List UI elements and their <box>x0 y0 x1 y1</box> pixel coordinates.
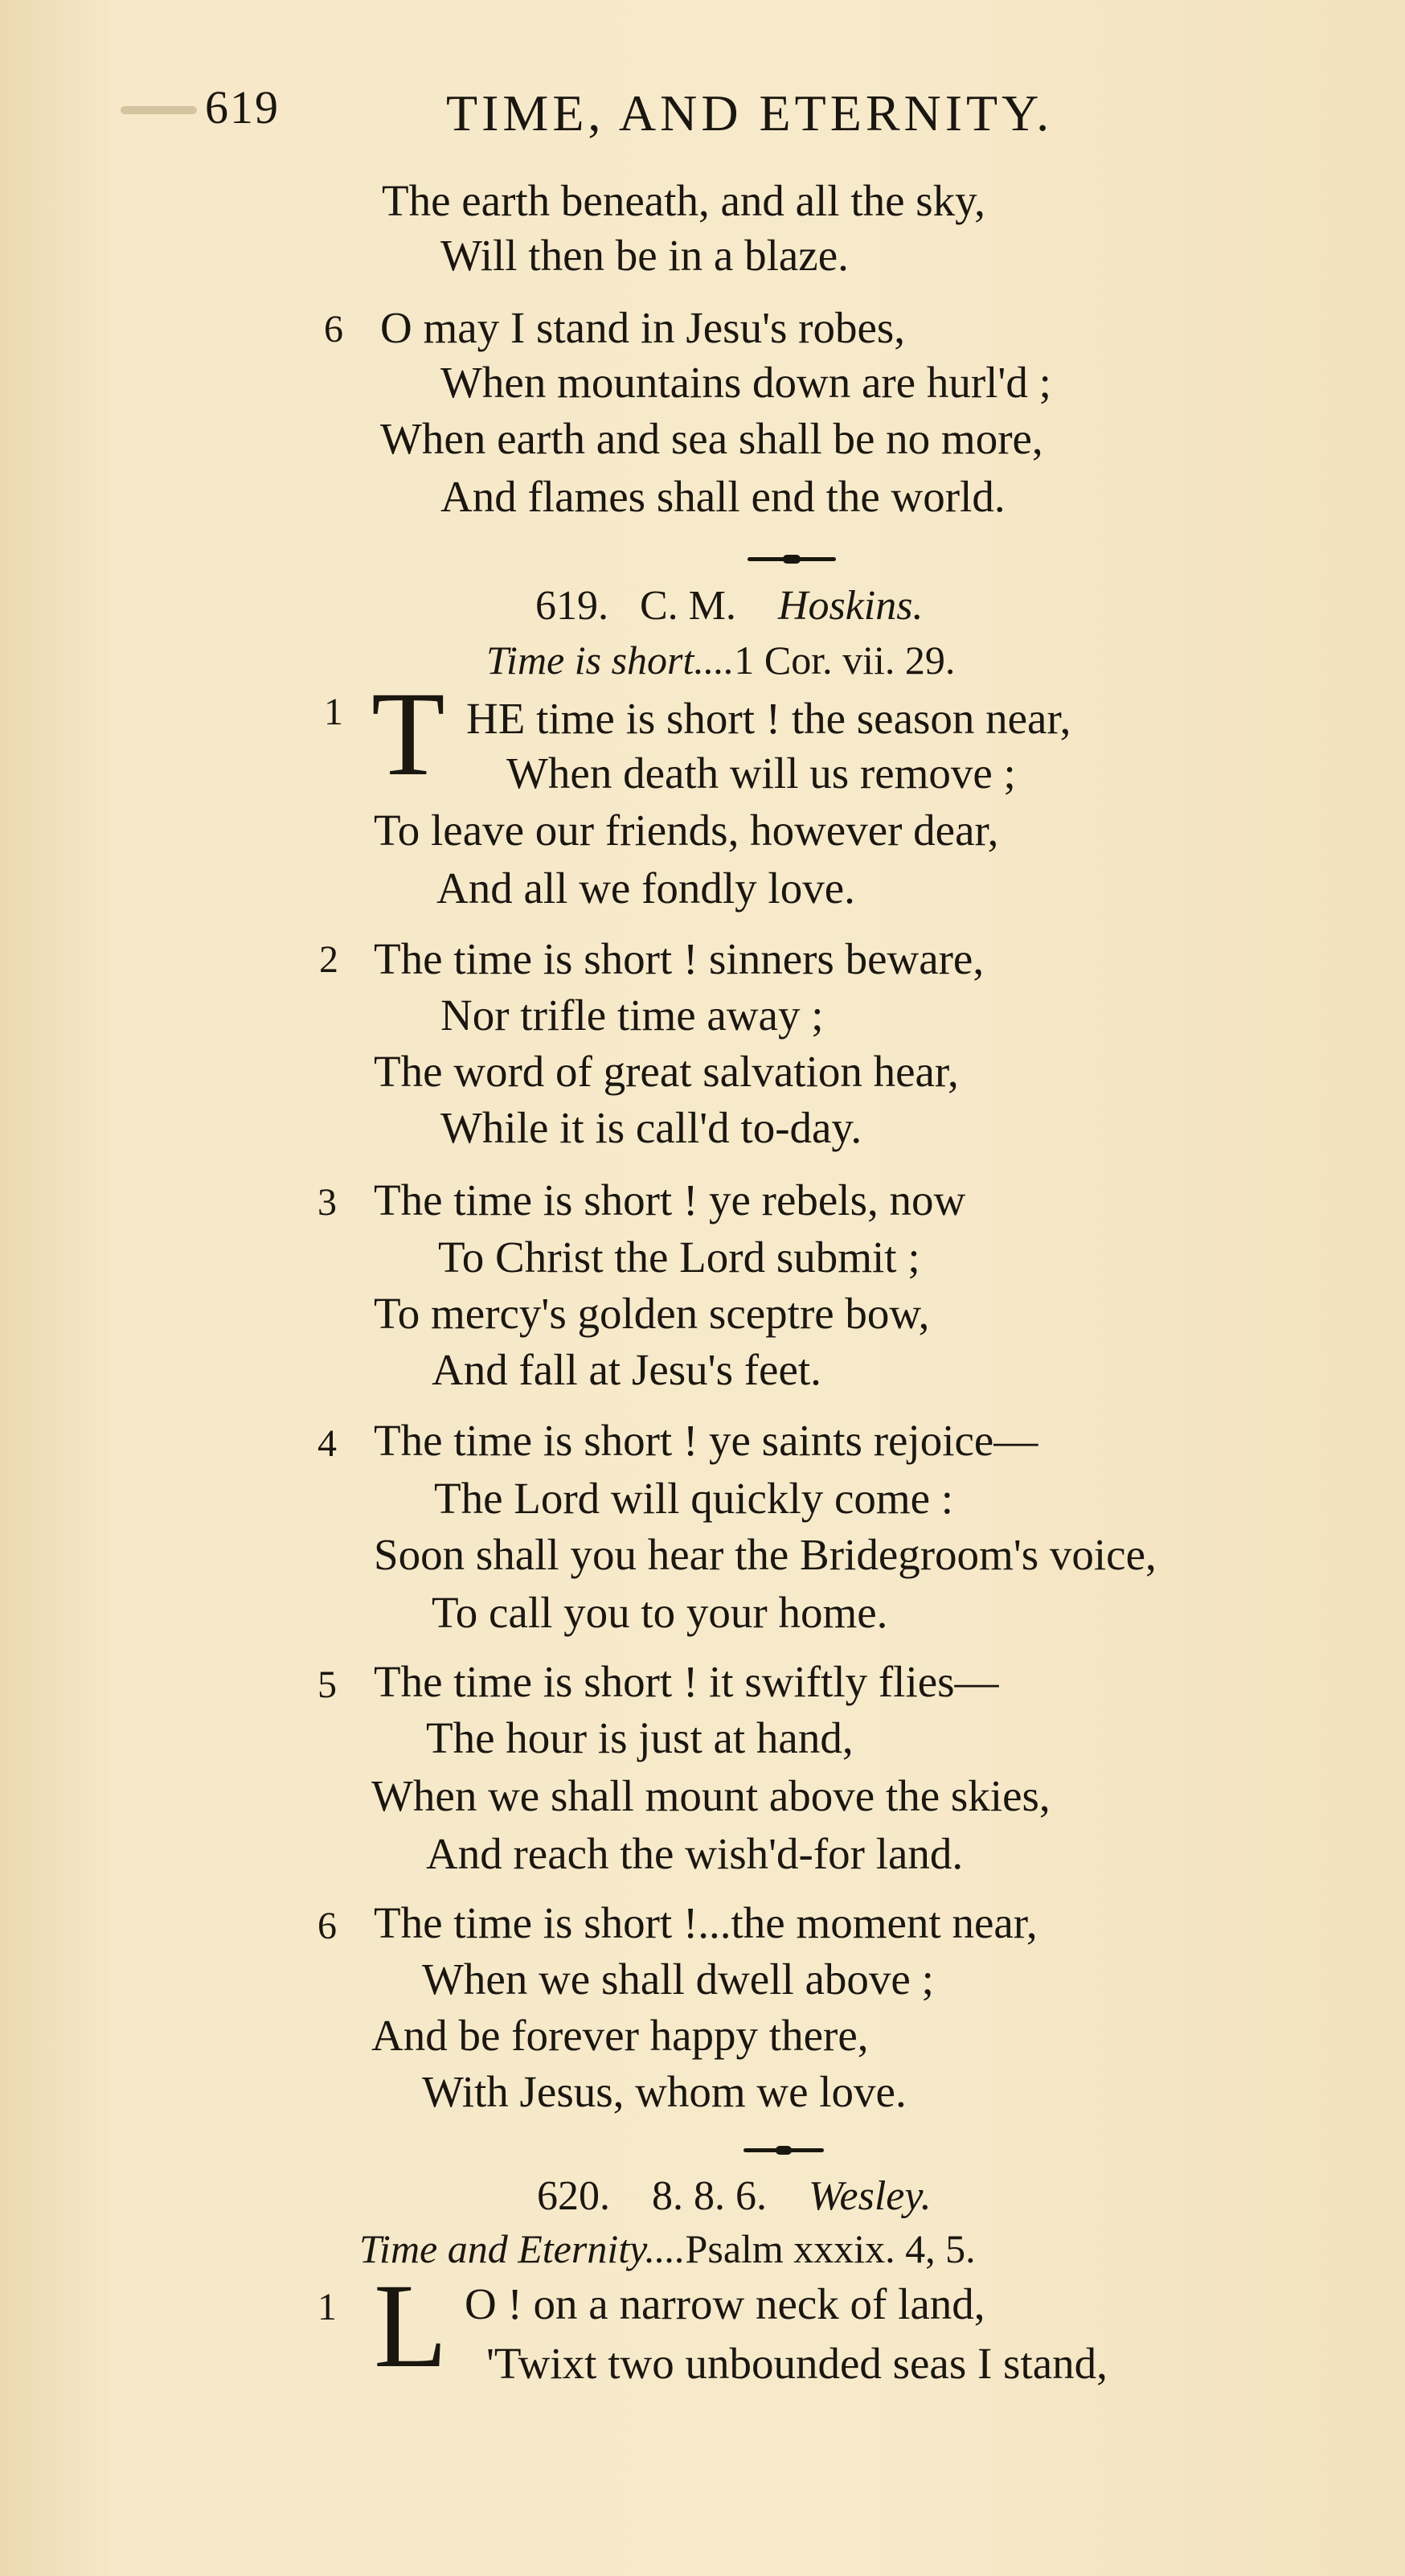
verse-line: And all we fondly love. <box>436 863 855 913</box>
running-title: TIME, AND ETERNITY. <box>446 84 1054 142</box>
verse-line: O may I stand in Jesu's robes, <box>380 303 906 352</box>
hymn-topic: Time and Eternity.... <box>359 2226 686 2271</box>
verse-line: And flames shall end the world. <box>440 472 1006 521</box>
verse-line: When we shall mount above the skies, <box>371 1771 1051 1820</box>
stanza-number: 1 <box>317 2286 337 2328</box>
running-head <box>0 80 1405 153</box>
verse-line: The time is short !...the moment near, <box>374 1898 1038 1947</box>
ink-smudge <box>121 106 197 114</box>
stanza-number: 6 <box>324 308 343 351</box>
hymn-header <box>535 585 923 627</box>
hymn-author: Wesley. <box>809 2173 932 2219</box>
stanza-number: 6 <box>317 1905 337 1947</box>
verse-line: While it is call'd to-day. <box>440 1103 862 1152</box>
hymn-topic: Time is short.... <box>486 638 735 683</box>
stanza-number: 2 <box>319 938 338 981</box>
verse-line: When we shall dwell above ; <box>422 1955 934 2004</box>
verse-line: To Christ the Lord submit ; <box>438 1233 920 1282</box>
verse-line: To mercy's golden sceptre bow, <box>374 1289 930 1338</box>
verse-line: The time is short ! ye saints rejoice— <box>374 1416 1038 1465</box>
verse-line: When death will us remove ; <box>506 749 1016 798</box>
drop-cap: L <box>374 2259 448 2393</box>
stanza-number: 5 <box>317 1663 337 1706</box>
verse-line: Nor trifle time away ; <box>440 991 824 1040</box>
verse-line: 'Twixt two unbounded seas I stand, <box>486 2339 1108 2388</box>
hymn-number: 620. <box>537 2173 610 2219</box>
hymn-subtitle <box>486 638 956 683</box>
stanza-number: 3 <box>317 1181 337 1224</box>
scripture-reference: 1 Cor. vii. 29. <box>734 638 956 683</box>
verse-line: HE time is short ! the season near, <box>466 694 1071 743</box>
section-divider <box>743 2148 824 2152</box>
hymn-number: 619. <box>535 583 608 629</box>
verse-line: When earth and sea shall be no more, <box>380 414 1043 463</box>
verse-line: The time is short ! ye rebels, now <box>374 1175 966 1224</box>
verse-line: Will then be in a blaze. <box>440 231 849 280</box>
verse-line: And fall at Jesu's feet. <box>432 1345 821 1394</box>
verse-line: When mountains down are hurl'd ; <box>440 358 1051 407</box>
verse-line: The hour is just at hand, <box>426 1713 854 1762</box>
verse-line: To call you to your home. <box>432 1588 888 1637</box>
verse-line: The time is short ! it swiftly flies— <box>374 1657 999 1706</box>
hymn-author: Hoskins. <box>777 583 924 629</box>
stanza-number: 4 <box>317 1422 337 1465</box>
drop-cap: T <box>371 667 445 801</box>
page-number: 619 <box>205 81 280 133</box>
verse-line: To leave our friends, however dear, <box>374 806 999 855</box>
hymn-meter: C. M. <box>640 583 736 629</box>
verse-line: The Lord will quickly come : <box>434 1474 954 1523</box>
hymn-subtitle <box>359 2226 976 2271</box>
stanza-number: 1 <box>324 691 343 733</box>
scripture-reference: Psalm xxxix. 4, 5. <box>685 2226 976 2271</box>
verse-line: The word of great salvation hear, <box>374 1047 959 1096</box>
verse-line: The time is short ! sinners beware, <box>374 934 985 983</box>
verse-line: And be forever happy there, <box>371 2011 869 2060</box>
section-divider <box>748 557 836 561</box>
verse-line: And reach the wish'd-for land. <box>426 1829 964 1878</box>
verse-line: O ! on a narrow neck of land, <box>465 2279 985 2328</box>
hymn-header <box>537 2173 932 2219</box>
verse-line: With Jesus, whom we love. <box>422 2067 907 2116</box>
hymn-meter: 8. 8. 6. <box>652 2173 767 2219</box>
verse-line: The earth beneath, and all the sky, <box>382 176 985 225</box>
verse-line: Soon shall you hear the Bridegroom's voice, <box>374 1530 1157 1579</box>
